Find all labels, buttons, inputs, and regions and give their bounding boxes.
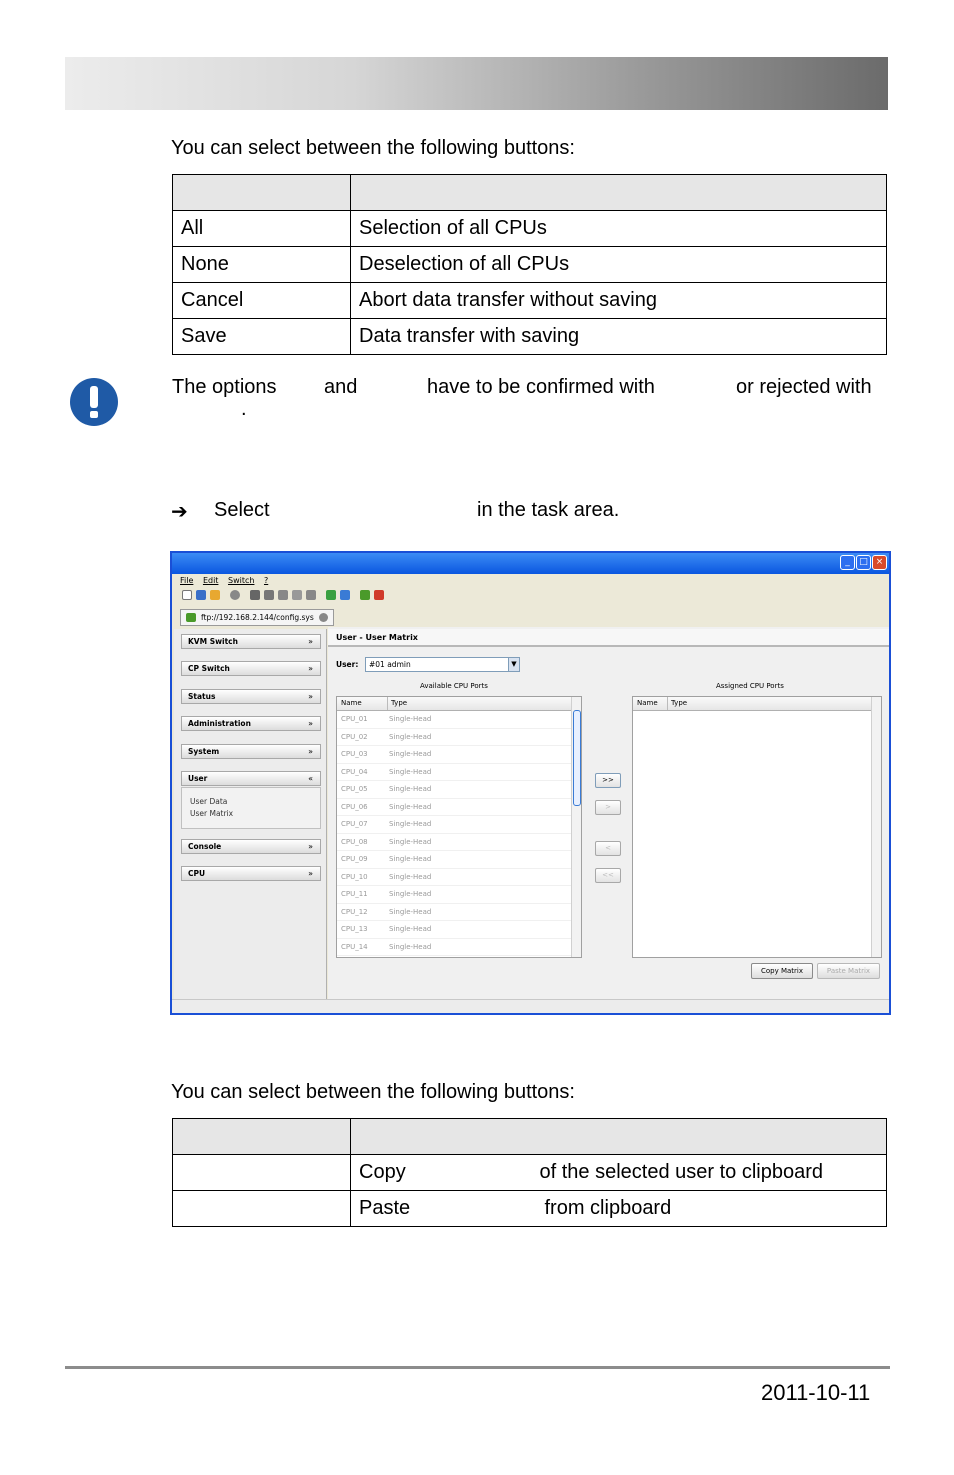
list-header bbox=[337, 697, 581, 711]
list-item[interactable] bbox=[337, 834, 581, 852]
cpu-name: CPU_09 bbox=[341, 855, 368, 863]
list-item[interactable] bbox=[337, 816, 581, 834]
step-select-text: Select bbox=[214, 499, 270, 521]
table-cell-button: Cancel bbox=[173, 283, 351, 319]
user-select-value: #01 admin bbox=[369, 660, 411, 669]
list-item[interactable] bbox=[337, 886, 581, 904]
sidebar-item-user-data[interactable]: User Data bbox=[190, 797, 228, 806]
table-cell-button: None bbox=[173, 247, 351, 283]
table-header-cell bbox=[351, 175, 887, 211]
cpu-type: Single-Head bbox=[389, 802, 432, 811]
table-row bbox=[173, 319, 887, 355]
note-text-part5: . bbox=[241, 398, 247, 420]
table-cell-button: Save bbox=[173, 319, 351, 355]
maximize-icon[interactable]: □ bbox=[856, 555, 871, 570]
cpu-type: Single-Head bbox=[389, 925, 432, 933]
col-name-header[interactable]: Name bbox=[341, 699, 362, 707]
cpu-name: CPU_12 bbox=[341, 907, 368, 916]
cpu-type: Single-Head bbox=[389, 715, 432, 723]
move-all-left-button[interactable]: << bbox=[595, 868, 621, 883]
note-text-part3: have to be confirmed with bbox=[427, 376, 655, 398]
tab-config[interactable] bbox=[180, 609, 334, 626]
cpu-name: CPU_14 bbox=[341, 942, 368, 951]
assigned-ports-label: Assigned CPU Ports bbox=[716, 682, 784, 690]
chevron-down-icon: » bbox=[308, 842, 313, 851]
cpu-type: Single-Head bbox=[389, 855, 432, 863]
list-item[interactable] bbox=[337, 939, 581, 957]
buttons-table-2 bbox=[172, 1118, 887, 1227]
buttons-table-1 bbox=[172, 174, 887, 355]
upload-icon[interactable] bbox=[326, 590, 336, 600]
cpu-name: CPU_04 bbox=[341, 767, 368, 776]
scrollbar-thumb[interactable] bbox=[573, 710, 581, 806]
table-row bbox=[173, 1155, 887, 1191]
table-row bbox=[173, 1191, 887, 1227]
user-submenu bbox=[181, 787, 321, 829]
available-ports-list[interactable] bbox=[336, 696, 582, 958]
sidebar-item-cpu[interactable]: CPU » bbox=[181, 866, 321, 881]
assigned-ports-list[interactable] bbox=[632, 696, 882, 958]
chevron-down-icon: » bbox=[308, 747, 313, 756]
list-item[interactable] bbox=[337, 746, 581, 764]
cpu-type: Single-Head bbox=[389, 942, 432, 951]
table-desc-verb: Paste bbox=[359, 1197, 411, 1219]
chevron-down-icon: » bbox=[308, 637, 313, 646]
table-desc-rest: from clipboard bbox=[544, 1197, 672, 1219]
user-label: User: bbox=[336, 660, 359, 669]
sidebar-item-console[interactable]: Console » bbox=[181, 839, 321, 854]
menu-file[interactable]: File bbox=[180, 576, 194, 585]
edit-icon[interactable] bbox=[292, 590, 302, 600]
cpu-name: CPU_03 bbox=[341, 750, 368, 758]
col-type-header[interactable]: Type bbox=[667, 697, 687, 710]
menu-help[interactable]: ? bbox=[263, 576, 269, 585]
scrollbar[interactable] bbox=[571, 697, 581, 957]
window-titlebar bbox=[172, 553, 889, 574]
cut-icon[interactable] bbox=[250, 590, 260, 600]
copy-icon[interactable] bbox=[264, 590, 274, 600]
cpu-type: Single-Head bbox=[389, 767, 432, 776]
cpu-type: Single-Head bbox=[389, 785, 432, 793]
cpu-name: CPU_10 bbox=[341, 872, 368, 881]
scrollbar[interactable] bbox=[871, 697, 881, 957]
connect-icon[interactable] bbox=[360, 590, 370, 600]
cpu-name: CPU_13 bbox=[341, 925, 368, 933]
content-title: User - User Matrix bbox=[328, 629, 889, 647]
note-text-part4: or rejected with bbox=[736, 376, 872, 398]
cpu-name: CPU_07 bbox=[341, 820, 368, 828]
copy-matrix-button[interactable]: Copy Matrix bbox=[751, 963, 813, 979]
disconnect-icon[interactable] bbox=[374, 590, 384, 600]
cpu-name: CPU_01 bbox=[341, 715, 368, 723]
step-rest-text: in the task area. bbox=[477, 499, 620, 521]
sidebar-item-system[interactable]: System » bbox=[181, 744, 321, 759]
col-name-header[interactable]: Name bbox=[637, 699, 658, 707]
sidebar-item-user[interactable]: User « bbox=[181, 771, 321, 786]
tab-label: ftp://192.168.2.144/config.sys bbox=[201, 613, 314, 622]
table-header-row bbox=[173, 1119, 887, 1155]
table-cell-button bbox=[173, 1191, 351, 1227]
step-arrow-icon: ➔ bbox=[171, 501, 188, 523]
list-header bbox=[633, 697, 881, 711]
cpu-name: CPU_05 bbox=[341, 785, 368, 793]
move-all-right-button[interactable]: >> bbox=[595, 773, 621, 788]
app-window bbox=[170, 551, 891, 1015]
minimize-icon[interactable]: _ bbox=[840, 555, 855, 570]
table-cell-button bbox=[173, 1155, 351, 1191]
content-panel bbox=[328, 627, 889, 999]
table-header-cell bbox=[173, 175, 351, 211]
settings-icon[interactable] bbox=[230, 590, 240, 600]
list-item[interactable] bbox=[337, 764, 581, 782]
cpu-type: Single-Head bbox=[389, 872, 432, 881]
note-text-part1: The options bbox=[172, 376, 277, 398]
sidebar-item-kvm-switch[interactable]: KVM Switch » bbox=[181, 634, 321, 649]
cpu-type: Single-Head bbox=[389, 890, 432, 898]
chevron-down-icon: » bbox=[308, 692, 313, 701]
menu-switch[interactable]: Switch bbox=[227, 576, 255, 585]
delete-icon[interactable] bbox=[306, 590, 316, 600]
note-text-part2: and bbox=[324, 376, 358, 398]
table-cell-desc bbox=[351, 1155, 887, 1191]
table-cell-desc: Abort data transfer without saving bbox=[351, 283, 887, 319]
sidebar bbox=[174, 629, 327, 999]
paste-icon[interactable] bbox=[278, 590, 288, 600]
chevron-up-icon: « bbox=[308, 774, 313, 783]
cpu-name: CPU_08 bbox=[341, 837, 368, 846]
cpu-name: CPU_02 bbox=[341, 732, 368, 741]
table-header-row bbox=[173, 175, 887, 211]
sidebar-item-cp-switch[interactable]: CP Switch » bbox=[181, 661, 321, 676]
table-cell-desc: Deselection of all CPUs bbox=[351, 247, 887, 283]
header-bar bbox=[65, 57, 888, 110]
table-cell-button: All bbox=[173, 211, 351, 247]
sidebar-item-user-matrix[interactable]: User Matrix bbox=[190, 809, 234, 818]
table-cell-desc: Selection of all CPUs bbox=[351, 211, 887, 247]
available-ports-rows bbox=[337, 711, 581, 956]
cpu-type: Single-Head bbox=[389, 907, 432, 916]
sidebar-item-status[interactable]: Status » bbox=[181, 689, 321, 704]
list-item[interactable] bbox=[337, 781, 581, 799]
new-file-icon[interactable] bbox=[182, 590, 192, 600]
sidebar-item-administration[interactable]: Administration » bbox=[181, 716, 321, 731]
table-cell-desc: Data transfer with saving bbox=[351, 319, 887, 355]
table-header-cell bbox=[351, 1119, 887, 1155]
list-item[interactable] bbox=[337, 904, 581, 922]
col-type-header[interactable]: Type bbox=[387, 697, 407, 710]
connection-icon bbox=[186, 613, 196, 622]
dropdown-arrow-icon[interactable]: ▼ bbox=[508, 658, 519, 671]
chevron-down-icon: » bbox=[308, 719, 313, 728]
list-item[interactable] bbox=[337, 869, 581, 887]
cpu-name: CPU_06 bbox=[341, 802, 368, 811]
intro-text-1: You can select between the following buttons: bbox=[171, 137, 575, 159]
cpu-type: Single-Head bbox=[389, 732, 432, 741]
intro-text-2: You can select between the following buttons: bbox=[171, 1081, 575, 1103]
cpu-type: Single-Head bbox=[389, 750, 432, 758]
table-desc-verb: Copy bbox=[359, 1161, 406, 1183]
important-note-icon bbox=[70, 378, 118, 426]
table-header-cell bbox=[173, 1119, 351, 1155]
move-left-button[interactable]: < bbox=[595, 841, 621, 856]
status-bar bbox=[172, 999, 889, 1013]
cpu-type: Single-Head bbox=[389, 837, 432, 846]
list-item[interactable] bbox=[337, 799, 581, 817]
tab-close-icon[interactable] bbox=[319, 613, 328, 622]
table-row bbox=[173, 211, 887, 247]
cpu-type: Single-Head bbox=[389, 820, 432, 828]
table-cell-desc bbox=[351, 1191, 887, 1227]
list-item[interactable] bbox=[337, 921, 581, 939]
open-folder-icon[interactable] bbox=[210, 590, 220, 600]
user-select[interactable] bbox=[365, 657, 520, 672]
menu-edit[interactable]: Edit bbox=[202, 576, 219, 585]
list-item[interactable] bbox=[337, 729, 581, 747]
save-icon[interactable] bbox=[196, 590, 206, 600]
download-icon[interactable] bbox=[340, 590, 350, 600]
chevron-down-icon: » bbox=[308, 664, 313, 673]
menu-bar bbox=[180, 576, 275, 585]
list-item[interactable] bbox=[337, 711, 581, 729]
table-row bbox=[173, 283, 887, 319]
footer-divider bbox=[65, 1366, 890, 1369]
footer-date: 2011-10-11 bbox=[761, 1380, 871, 1405]
toolbar bbox=[182, 590, 384, 604]
list-item[interactable] bbox=[337, 851, 581, 869]
available-ports-label: Available CPU Ports bbox=[420, 682, 488, 690]
table-desc-rest: of the selected user to clipboard bbox=[539, 1161, 824, 1183]
close-icon[interactable]: × bbox=[872, 555, 887, 570]
cpu-name: CPU_11 bbox=[341, 890, 368, 898]
table-row bbox=[173, 247, 887, 283]
move-right-button[interactable]: > bbox=[595, 800, 621, 815]
chevron-down-icon: » bbox=[308, 869, 313, 878]
paste-matrix-button[interactable]: Paste Matrix bbox=[817, 963, 880, 979]
